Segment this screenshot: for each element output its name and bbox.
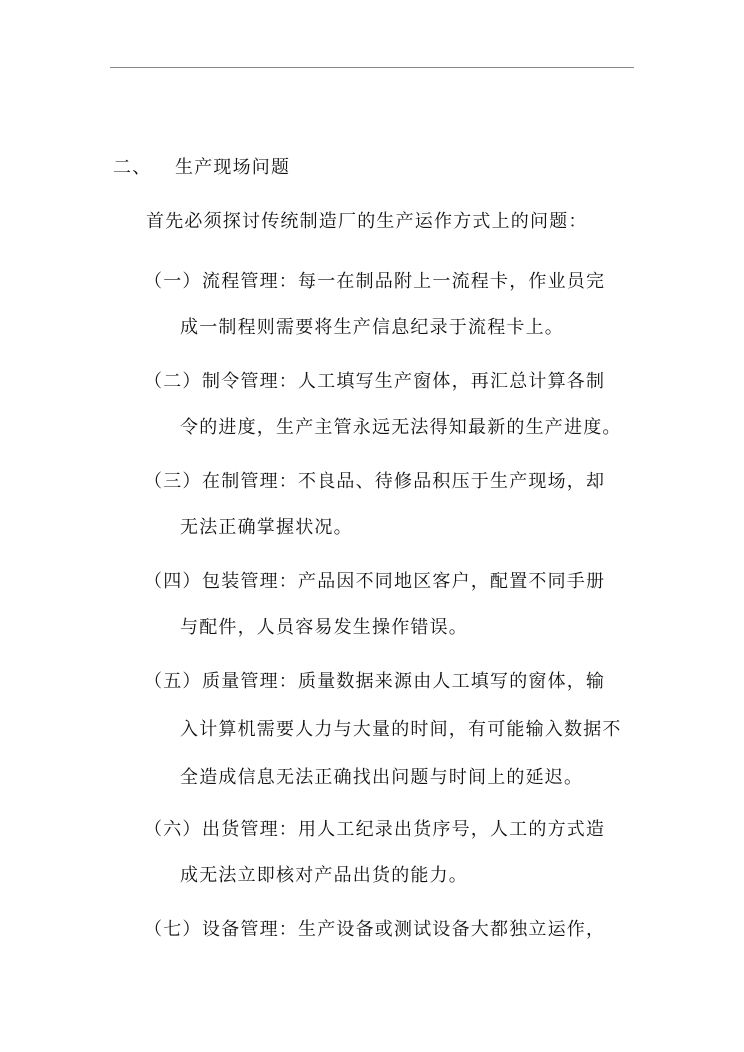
list-item-text: 设备管理：生产设备或测试设备大都独立运作， [202,919,606,940]
list-item-text: 入计算机需要人力与大量的时间，有可能输入数据不 [180,719,622,740]
list-item-text: 流程管理：每一在制品附上一流程卡，作业员完 [202,271,606,292]
list-item-text: 制令管理：人工填写生产窗体，再汇总计算各制 [202,371,606,392]
list-item-text: 成一制程则需要将生产信息纪录于流程卡上。 [180,317,564,338]
list-item-text: 全造成信息无法正确找出问题与时间上的延迟。 [180,767,584,788]
list-item-text: 成无法立即核对产品出货的能力。 [180,865,468,886]
section-heading [113,156,290,180]
list-item-number: （六） [144,819,202,840]
list-item-number: （五） [144,671,202,692]
section-number: 二、 [113,157,152,178]
list-item-number: （四） [144,571,202,592]
header-rule [110,67,634,68]
list-item-number: （三） [144,471,202,492]
list-item-text: 质量管理：质量数据来源由人工填写的窗体，输 [202,671,606,692]
list-item-text: 令的进度，生产主管永远无法得知最新的生产进度。 [180,417,622,438]
list-item-text: 无法正确掌握状况。 [180,517,353,538]
list-item-text: 包装管理：产品因不同地区客户，配置不同手册 [202,571,606,592]
section-title: 生产现场问题 [175,157,291,178]
list-item-text: 在制管理：不良品、待修品积压于生产现场，却 [202,471,606,492]
list-item-number: （二） [144,371,202,392]
list-item-text: 与配件，人员容易发生操作错误。 [180,617,468,638]
intro-paragraph: 首先必须探讨传统制造厂的生产运作方式上的问题： [146,211,588,232]
list-item-number: （七） [144,919,202,940]
list-item-text: 出货管理：用人工纪录出货序号，人工的方式造 [202,819,606,840]
list-item-number: （一） [144,271,202,292]
